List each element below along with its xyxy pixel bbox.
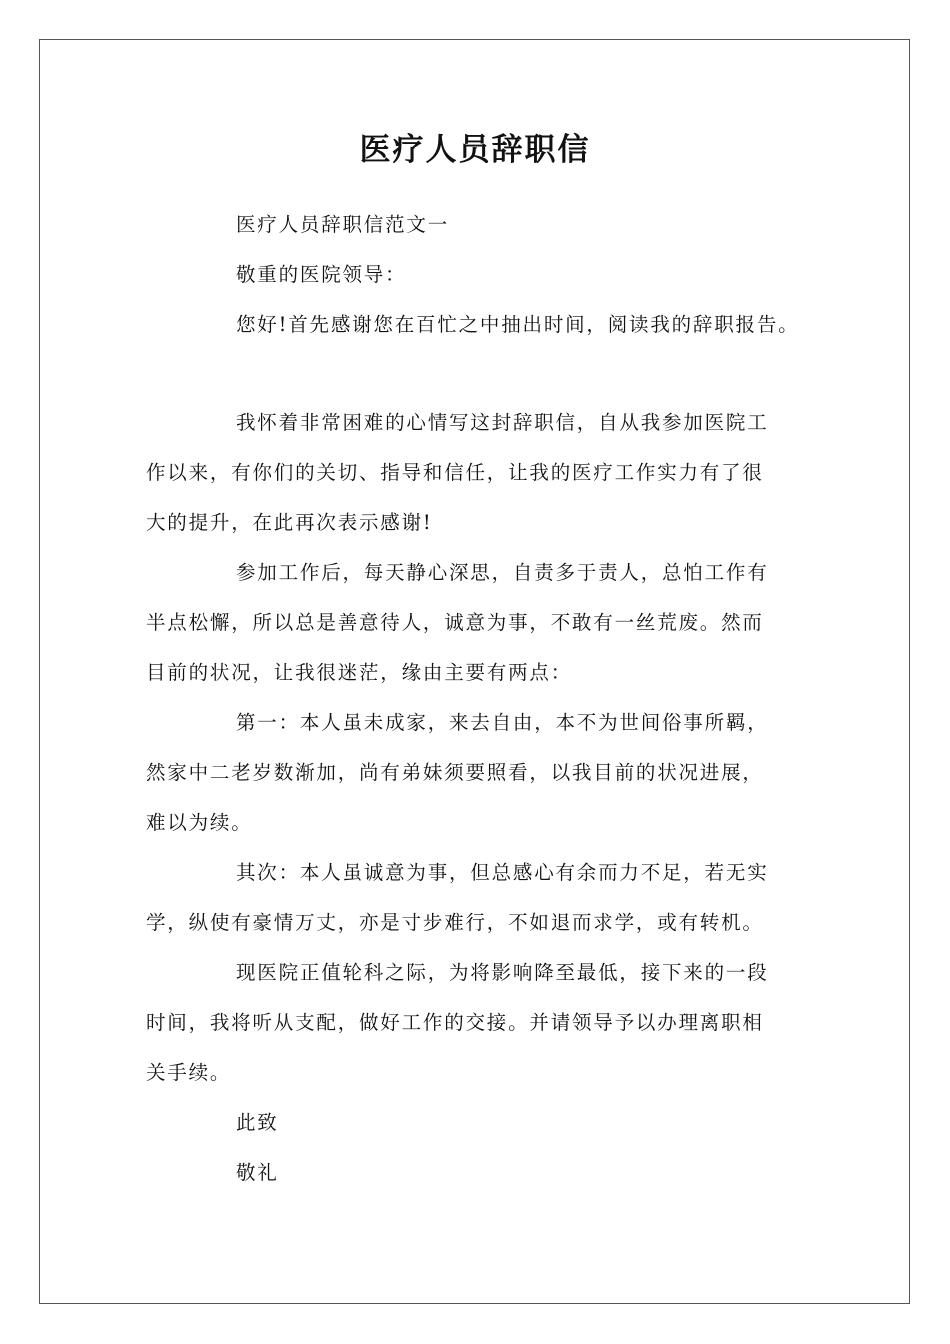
greeting-line: 您好!首先感谢您在百忙之中抽出时间，阅读我的辞职报告。	[236, 313, 800, 336]
paragraph-line: 我怀着非常困难的心情写这封辞职信，自从我参加医院工	[236, 411, 769, 434]
paragraph-line: 第一：本人虽未成家，来去自由，本不为世间俗事所羁，	[236, 711, 769, 734]
paragraph-line: 参加工作后，每天静心深思，自责多于责人，总怕工作有	[236, 561, 769, 584]
closing-line: 敬礼	[236, 1161, 279, 1184]
paragraph-line: 关手续。	[146, 1061, 232, 1084]
document-subtitle: 医疗人员辞职信范文一	[236, 213, 450, 236]
paragraph-line: 难以为续。	[146, 811, 253, 834]
paragraph-line: 大的提升，在此再次表示感谢!	[146, 511, 433, 534]
paragraph-line: 时间，我将听从支配，做好工作的交接。并请领导予以办理离职相	[146, 1011, 764, 1034]
paragraph-line: 学，纵使有豪情万丈，亦是寸步难行，不如退而求学，或有转机。	[146, 911, 764, 934]
paragraph-line: 作以来，有你们的关切、指导和信任，让我的医疗工作实力有了很	[146, 461, 764, 484]
paragraph-line: 半点松懈，所以总是善意待人，诚意为事，不敢有一丝荒废。然而	[146, 611, 764, 634]
document-title: 医疗人员辞职信	[359, 132, 591, 168]
paragraph-line: 然家中二老岁数渐加，尚有弟妹须要照看，以我目前的状况进展，	[146, 761, 764, 784]
salutation: 敬重的医院领导：	[236, 263, 407, 286]
paragraph-line: 现医院正值轮科之际，为将影响降至最低，接下来的一段	[236, 961, 769, 984]
paragraph-line: 其次：本人虽诚意为事，但总感心有余而力不足，若无实	[236, 861, 769, 884]
closing-line: 此致	[236, 1111, 279, 1134]
paragraph-line: 目前的状况，让我很迷茫，缘由主要有两点：	[146, 661, 573, 684]
